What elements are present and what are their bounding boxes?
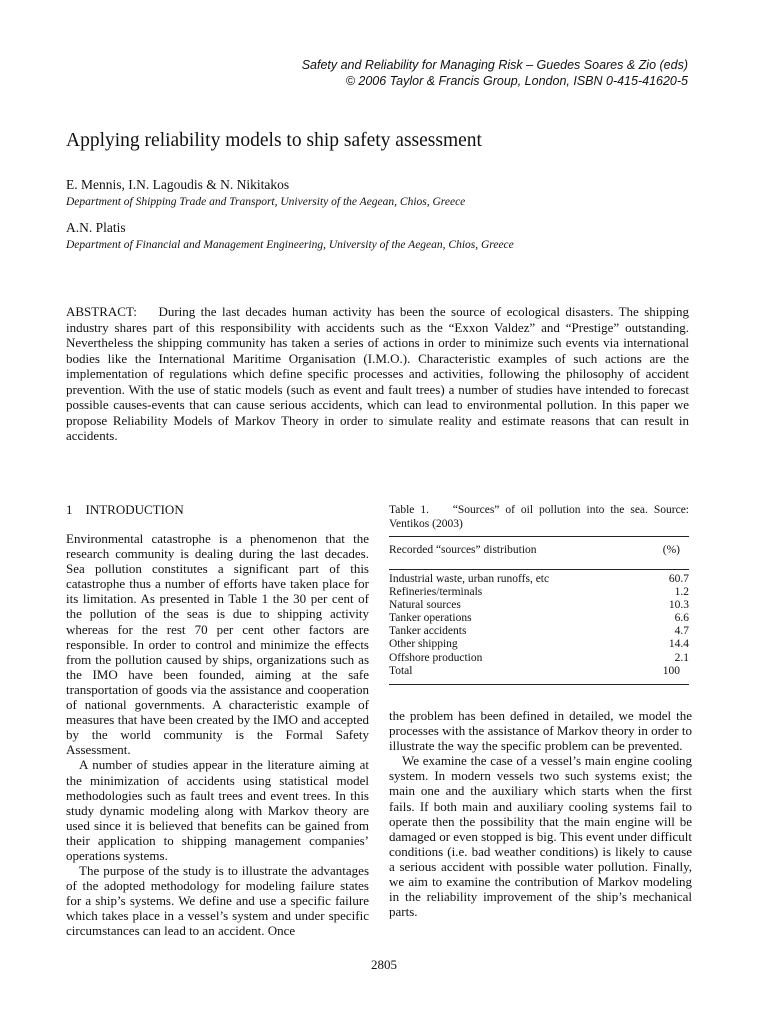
- intro-paragraph-2: A number of studies appear in the literature aiming at the minimization of accidents using statistical model methodologies such as fault trees and event trees. In this study dynamic modeling along with Markov theory are used since it is believed that benefits can be gained from their application to shipping management companies’ operations systems.: [66, 757, 369, 863]
- row-value: 14.4: [668, 638, 689, 651]
- row-value: 60.7: [668, 573, 689, 585]
- abstract: ABSTRACT: During the last decades human activity has been the source of ecological disasters. The shipping industry shares part of this responsibility with accidents such as the “Exxon Valdez” and “Prestige” outstanding. Nevertheless the shipping community has taken a series of actions in order to minimize such events via international bodies like the International Maritime Organisation (I.M.O.). Characteristic examples of such actions are the implementation of regulations which define specific processes and activities, following the philosophy of accident prevention. With the use of static models (such as event and fault trees) a number of studies have intended to forecast possible causes-events that can cause serious accidents, which can lead to environmental pollution. In this paper we propose Reliability Models of Markov Theory in order to simulate reality and estimate reasons that can result in accidents.: [66, 304, 693, 443]
- table-header-row: [389, 537, 689, 569]
- table-body: [389, 570, 689, 684]
- intro-paragraph-3: The purpose of the study is to illustrate the advantages of the adopted methodology for modeling failure states for a ship’s systems. We define and use a specific failure which takes place in a vessel’s system and under specific circumstances can lead to an accident. Once: [66, 863, 369, 939]
- row-label: Other shipping: [389, 638, 458, 651]
- row-value: 6.6: [674, 612, 689, 625]
- table-row: [389, 612, 689, 625]
- row-label: Tanker operations: [389, 612, 472, 625]
- row-value: 10.3: [668, 599, 689, 612]
- authors-group-1: E. Mennis, I.N. Lagoudis & N. Nikitakos: [66, 177, 290, 192]
- affiliation-1: Department of Shipping Trade and Transport, University of the Aegean, Chios, Greece: [66, 196, 466, 208]
- left-column: [66, 531, 369, 939]
- paper-title: Applying reliability models to ship safety assessment: [66, 130, 482, 151]
- row-value: 4.7: [674, 625, 689, 638]
- row-value: 2.1: [674, 651, 689, 664]
- right-paragraph-1: the problem has been defined in detailed, we model the processes with the assistance of Markov theory in order to illustrate the way the specific problem can be prevented.: [389, 708, 692, 754]
- authors-group-2: A.N. Platis: [66, 220, 126, 235]
- section-heading-introduction: 1 INTRODUCTION: [66, 502, 184, 517]
- table-bottom-rule: [389, 684, 689, 685]
- table-row: [389, 665, 689, 678]
- table-row: [389, 586, 689, 599]
- table-row: [389, 625, 689, 638]
- right-column: [389, 708, 692, 919]
- header-line-2: © 2006 Taylor & Francis Group, London, ISBN 0-415-41620-5: [345, 74, 688, 88]
- page-number: 2805: [371, 957, 397, 972]
- table-header-percent: (%): [662, 544, 680, 556]
- row-value: 100: [662, 664, 680, 677]
- right-paragraph-2: We examine the case of a vessel’s main engine cooling system. In modern vessels two such systems exist; the main one and the auxiliary which starts when the first fails. If both main and auxiliary cooling systems fail to operate then the possibility that the main engine will be damaged or even stopped is big. This event under difficult conditions (i.e. bad weather conditions) is likely to cause a serious accident with possible water pollution. Finally, we aim to examine the contribution of Markov modeling in the reliability improvement of the ship’s mechanical parts.: [389, 753, 692, 920]
- running-header: [302, 57, 688, 89]
- row-label: Tanker accidents: [389, 625, 467, 638]
- table-row: [389, 599, 689, 612]
- table-row: [389, 638, 689, 651]
- row-label: Industrial waste, urban runoffs, etc: [389, 573, 550, 585]
- intro-paragraph-1: Environmental catastrophe is a phenomenon that the research community is dealing during the last decades. Sea pollution constitutes a significant part of this catastrophe thus a number of efforts have taken place for its limitation. As presented in Table 1 the 30 per cent of the pollution of the seas is due to shipping activity whereas for the rest 70 per cent other factors are responsible. In order to control and minimize the effects from the pollution caused by ships, organizations such as the IMO have been founded, aiming at the safe transportation of goods via the assistance and cooperation of national governments. A characteristic example of measures that have been created by the IMO and accepted by the world community is the Formal Safety Assessment.: [66, 531, 369, 758]
- row-label: Natural sources: [389, 599, 461, 612]
- row-label: Offshore production: [389, 651, 483, 664]
- header-line-1: Safety and Reliability for Managing Risk – Guedes Soares & Zio (eds): [301, 58, 688, 72]
- affiliation-2: Department of Financial and Management Engineering, University of the Aegean, Chios, Greece: [66, 239, 514, 251]
- table-header-sources: Recorded “sources” distribution: [389, 544, 537, 556]
- row-label: Refineries/terminals: [389, 586, 483, 599]
- table-row: [389, 573, 689, 586]
- pollution-sources-table: [389, 536, 689, 685]
- table-caption: Table 1. “Sources” of oil pollution into the sea. Source: Ventikos (2003): [389, 504, 692, 530]
- row-label: Total: [389, 664, 413, 677]
- row-value: 1.2: [674, 586, 689, 599]
- table-row: [389, 652, 689, 665]
